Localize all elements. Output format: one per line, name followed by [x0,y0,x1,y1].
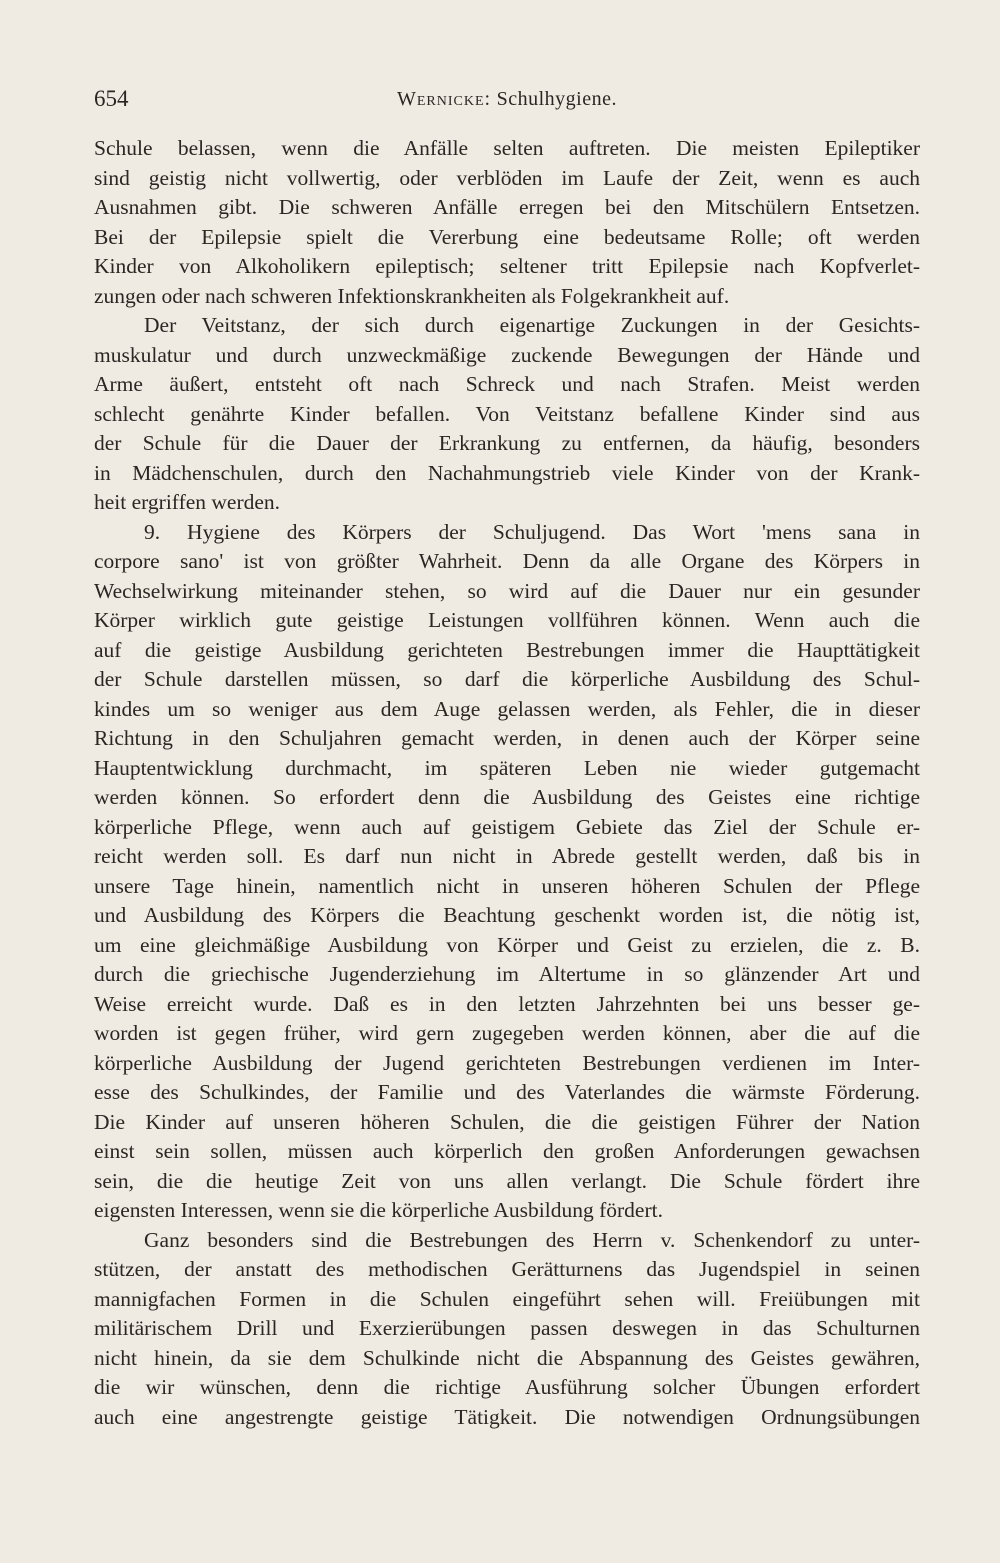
text-line: Weise erreicht wurde. Daß es in den letzten Jahrzehnten bei uns besser ge- [94,991,920,1016]
text-line: Der Veitstanz, der sich durch eigenartige Zuckungen in der Gesichts- [144,313,920,337]
text-line: einst sein sollen, müssen auch körperlich den großen Anforderungen gewachsen [94,1139,920,1163]
text-line: stützen, der anstatt des methodischen Gerätturnens das Jugendspiel in seinen [94,1257,920,1281]
text-line: durch die griechische Jugenderziehung im Altertume in so glänzender Art und [94,962,920,986]
page-number: 654 [94,86,129,111]
text-line: worden ist gegen früher, wird gern zugegeben werden können, aber die auf die [94,1021,920,1045]
text-line: corpore sano' ist von größter Wahrheit. Denn da alle Organe des Körpers in [94,549,920,573]
text-line: nicht hinein, da sie dem Schulkinde nicht die Abspannung des Geistes gewähren, [94,1345,920,1370]
text-line: Kinder von Alkoholikern epileptisch; seltener tritt Epilepsie nach Kopfverlet- [94,254,920,278]
running-head [94,88,920,111]
text-line: körperliche Ausbildung der Jugend gerichteten Bestrebungen verdienen im Inter- [94,1050,920,1075]
text-line: der Schule darstellen müssen, so darf die körperliche Ausbildung des Schul- [94,667,920,691]
text-line: zungen oder nach schweren Infektionskrankheiten als Folgekrankheit auf. [94,283,730,308]
text-line: Körper wirklich gute geistige Leistungen vollführen können. Wenn auch die [94,608,920,632]
running-head-title: Schulhygiene. [496,88,617,110]
text-line: reicht werden soll. Es darf nun nicht in Abrede gestellt werden, daß bis in [94,844,920,868]
text-line: Schule belassen, wenn die Anfälle selten auftreten. Die meisten Epileptiker [94,136,920,160]
text-line: unsere Tage hinein, namentlich nicht in unseren höheren Schulen der Pflege [94,873,920,898]
text-line: sein, die die heutige Zeit von uns allen verlangt. Die Schule fördert ihre [94,1168,920,1193]
text-line: sind geistig nicht vollwertig, oder verblöden im Laufe der Zeit, wenn es auch [94,165,920,190]
page-header [94,86,920,118]
text-line: kindes um so weniger aus dem Auge gelassen werden, als Fehler, die in dieser [94,696,920,721]
text-line: werden können. So erfordert denn die Ausbildung des Geistes eine richtige [94,785,920,809]
text-line: und Ausbildung des Körpers die Beachtung geschenkt worden ist, die nötig ist, [94,903,920,927]
text-line: militärischem Drill und Exerzierübungen passen deswegen in das Schulturnen [94,1316,920,1340]
text-line: auf die geistige Ausbildung gerichteten Bestrebungen immer die Haupttätigkeit [94,637,920,662]
text-line: heit ergriffen werden. [94,490,281,514]
body-text [94,134,920,1432]
text-line: Hauptentwicklung durchmacht, im späteren Leben nie wieder gutgemacht [94,755,920,780]
text-line: Bei der Epilepsie spielt die Vererbung eine bedeutsame Rolle; oft werden [94,224,920,249]
text-line: mannigfachen Formen in die Schulen eingeführt sehen will. Freiübungen mit [94,1286,920,1311]
text-line: auch eine angestrengte geistige Tätigkeit. Die notwendigen Ordnungsübungen [94,1404,920,1429]
text-line: der Schule für die Dauer der Erkrankung zu entfernen, da häufig, besonders [94,431,920,455]
text-line: Richtung in den Schuljahren gemacht werden, in denen auch der Körper seine [94,726,920,750]
text-line: in Mädchenschulen, durch den Nachahmungstrieb viele Kinder von der Krank- [94,460,920,485]
text-line: körperliche Pflege, wenn auch auf geistigem Gebiete das Ziel der Schule er- [94,814,920,839]
text-line: esse des Schulkindes, der Familie und des Vaterlandes die wärmste Förderung. [94,1080,920,1104]
text-line: Ausnahmen gibt. Die schweren Anfälle erregen bei den Mitschülern Entsetzen. [94,195,920,219]
text-line: Die Kinder auf unseren höheren Schulen, die die geistigen Führer der Nation [94,1109,920,1134]
text-line: 9. Hygiene des Körpers der Schuljugend. Das Wort 'mens sana in [144,519,920,544]
text-line: schlecht genährte Kinder befallen. Von Veitstanz befallene Kinder sind aus [94,401,920,426]
text-line: die wir wünschen, denn die richtige Ausführung solcher Übungen erfordert [94,1375,920,1399]
text-line: Ganz besonders sind die Bestrebungen des Herrn v. Schenkendorf zu unter- [144,1227,920,1252]
running-head-author: Wernicke: [397,88,492,110]
text-line: Wechselwirkung miteinander stehen, so wird auf die Dauer nur ein gesunder [94,578,920,603]
text-line: Arme äußert, entsteht oft nach Schreck und nach Strafen. Meist werden [94,372,920,396]
text-line: um eine gleichmäßige Ausbildung von Körper und Geist zu erzielen, die z. B. [94,932,920,957]
text-line: muskulatur und durch unzweckmäßige zuckende Bewegungen der Hände und [94,342,920,367]
text-line: eigensten Interessen, wenn sie die körperliche Ausbildung fördert. [94,1198,663,1222]
